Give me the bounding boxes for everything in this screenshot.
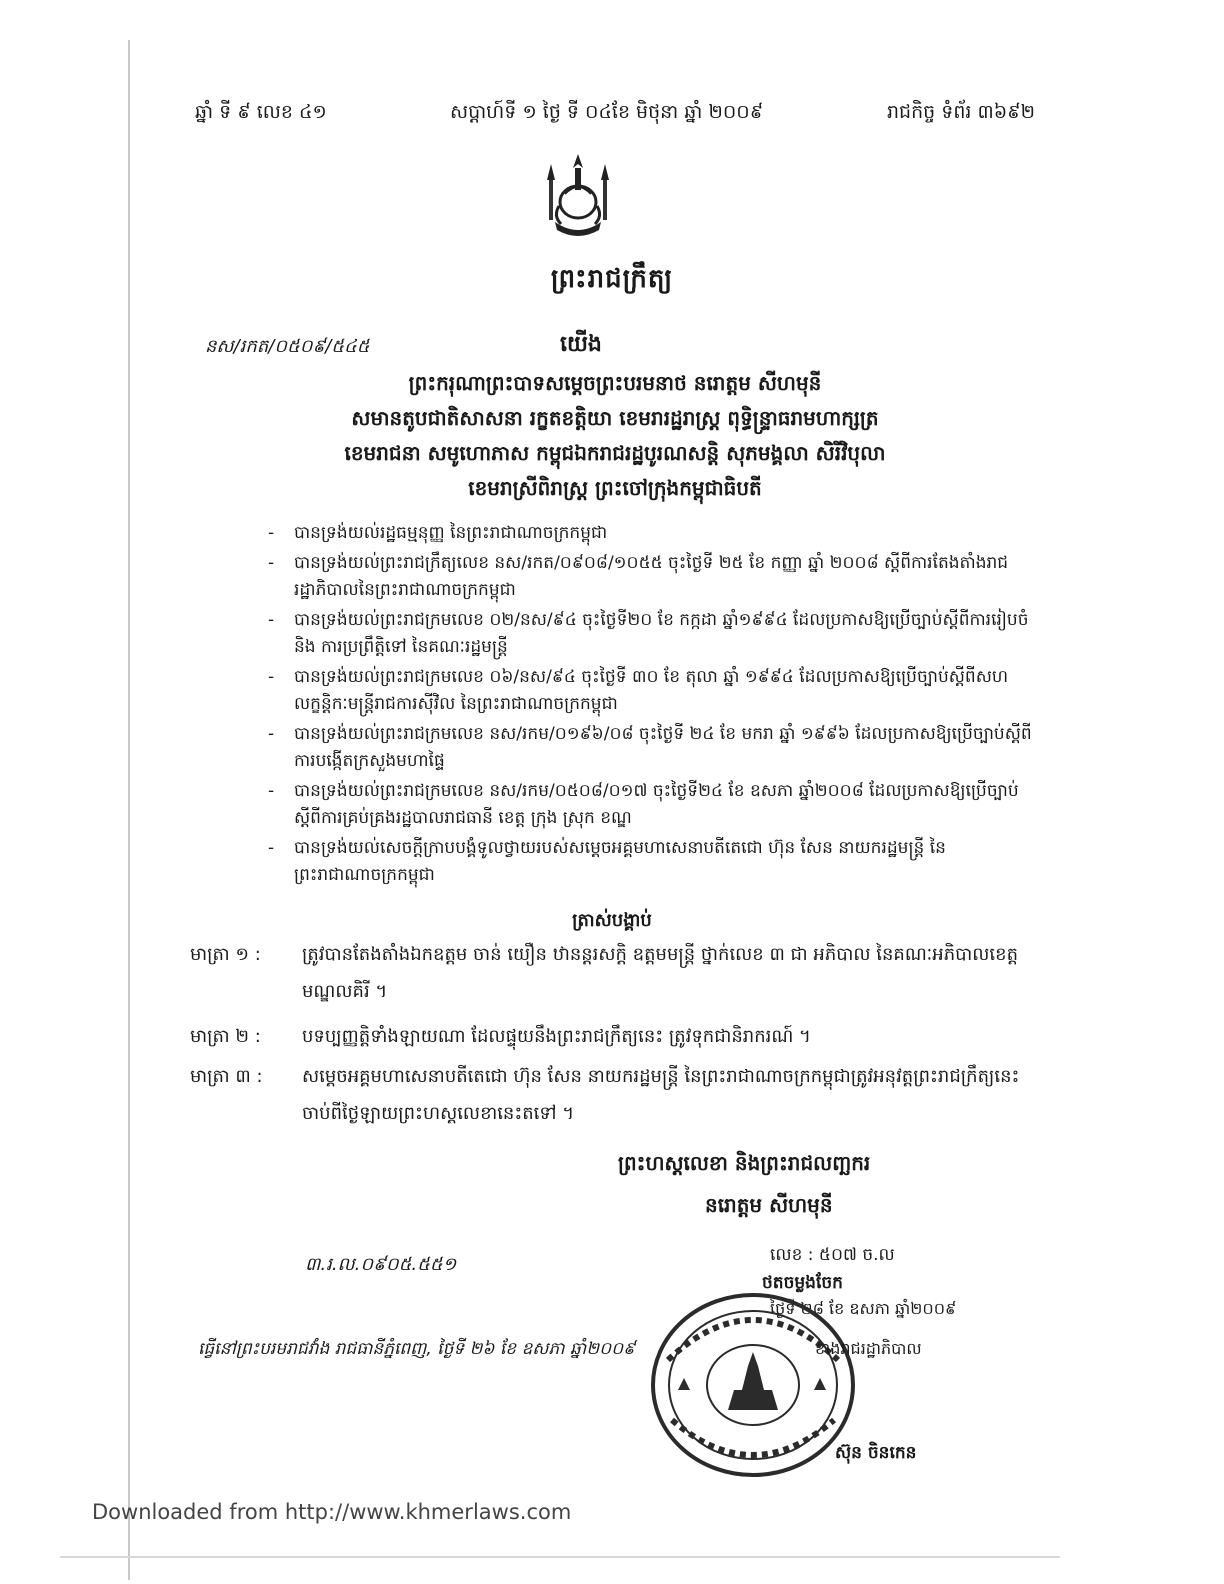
bottom-scan-edge [60, 1556, 1060, 1558]
registration-officer: ស៊ុន ចិនកេន [835, 1443, 917, 1463]
decree-number: នស/រកត/០៥០៩/៥៤៥ [205, 336, 370, 357]
signature-title: ព្រះហស្តលេខា និងព្រះរាជលញ្ឆករ [618, 1151, 871, 1175]
header-week-date: សប្តាហ៍ទី ១ ថ្ងៃ ទី ០៤ខែ មិថុនា ឆ្នាំ ២០០៩ [450, 101, 764, 123]
copy-date: ថ្ងៃទី ២៨ ខែ ឧសភា ឆ្នាំ២០០៩ [770, 1299, 957, 1318]
royal-title-line: ព្រះករុណាព្រះបាទសម្តេចព្រះបរមនាថ នរោត្តម សីហមុនី [408, 371, 822, 395]
consideration-item: - បានទ្រង់យល់ព្រះរាជក្រមលេខ ០៦/នស/៩៤ ចុះថ្ងៃទី ៣០ ខែ តុលា ឆ្នាំ ១៩៩៤ ដែលប្រកាសឱ្យប្រើច្បាប់ស្តីពីសហលក្ខន្តិកៈមន្ត្រីរាជការស៊ីវិល នៃព្រះរាជាណាចក្រកម្ពុជា [276, 664, 1036, 718]
royal-coat-of-arms-icon [533, 150, 623, 240]
copy-organization: ខាងរាជរដ្ឋាភិបាល [815, 1339, 922, 1358]
royal-title-line: ខេមរាជនា សមូហោភាស កម្ពុជឯករាជរដ្ឋបូរណសន្តិ សុភមង្គលា សិរីវិបុលា [344, 441, 886, 465]
consideration-item: - បានទ្រង់យល់រដ្ឋធម្មនុញ្ញ នៃព្រះរាជាណាចក្រកម្ពុជា [276, 520, 1036, 547]
consideration-item: - បានទ្រង់យល់ព្រះរាជក្រមលេខ នស/រកម/០៥០៨/០១៧ ចុះថ្ងៃទី២៤ ខែ ឧសភា ឆ្នាំ២០០៨ ដែលប្រកាសឱ្យប្រើច្បាប់ស្តីពីការគ្រប់គ្រងរដ្ឋបាលរាជធានី ខេត្ត ក្រុង ស្រុក ខណ្ឌ [276, 778, 1036, 832]
registration-number: លេខ : ៥០៧ ច.ល [770, 1245, 895, 1265]
gazette-header [195, 100, 1035, 130]
official-seal-icon [648, 1290, 858, 1480]
royal-titles [195, 366, 1035, 506]
copy-label: ថតចម្លងចែក [762, 1273, 843, 1293]
download-source-footer: Downloaded from http://www.khmerlaws.com [92, 1500, 572, 1524]
royal-title-line: សមានតូបជាតិសាសនា រក្ខតខត្តិយា ខេមរារដ្ឋរាស្ត្រ ពុទ្ធិន្ទ្រាធរាមហាក្សត្រ [351, 406, 879, 430]
place-and-date: ធ្វើនៅព្រះបរមរាជវាំង រាជធានីភ្នំពេញ, ថ្ងៃទី ២៦ ខែ ឧសភា ឆ្នាំ២០០៩ [198, 1339, 636, 1359]
article-label: មាត្រា ១ : [190, 944, 261, 965]
document-type-title: ព្រះរាជក្រឹត្យ [550, 264, 674, 294]
article-1 [190, 936, 1035, 1010]
consideration-item: - បានទ្រង់យល់ព្រះរាជក្រឹត្យលេខ នស/រកត/០៩០៨/១០៥៥ ចុះថ្ងៃទី ២៥ ខែ កញ្ញា ឆ្នាំ ២០០៨ ស្តីពីការតែងតាំងរាជរដ្ឋាភិបាលនៃព្រះរាជាណាចក្រកម្ពុជា [276, 550, 1036, 604]
header-year-number: ឆ្នាំ ទី ៩ លេខ ៤១ [195, 101, 327, 123]
article-3 [190, 1058, 1035, 1132]
consideration-item: - បានទ្រង់យល់ព្រះរាជក្រមលេខ ០២/នស/៩៤ ចុះថ្ងៃទី២០ ខែ កក្កដា ឆ្នាំ១៩៩៤ ដែលប្រកាសឱ្យប្រើច្បាប់ស្តីពីការរៀបចំ និង ការប្រព្រឹត្តិទៅ នៃគណៈរដ្ឋមន្ត្រី [276, 607, 1036, 661]
signatory-name: នរោត្តម សីហមុនី [705, 1193, 833, 1217]
royal-title-line: ខេមរាស្រីពិរាស្ត្រ ព្រះចៅក្រុងកម្ពុជាធិបតី [468, 476, 762, 500]
considerations-list [276, 520, 1036, 892]
decides-heading: ត្រាស់បង្គាប់ [572, 910, 652, 931]
reference-number: ៣.រ.ល.០៩០៥.៥៥១ [305, 1254, 457, 1275]
consideration-item: - បានទ្រង់យល់សេចក្តីក្រាបបង្គំទូលថ្វាយរបស់សម្តេចអគ្គមហាសេនាបតីតេជោ ហ៊ុន សែន នាយករដ្ឋមន្ត្រី នៃព្រះរាជាណាចក្រកម្ពុជា [276, 835, 1036, 889]
article-text: ត្រូវបានតែងតាំងឯកឧត្តម ចាន់ យឿន ឋានន្តរសក្តិ ឧត្តមមន្ត្រី ថ្នាក់លេខ ៣ ជា អភិបាល នៃគណៈអភិបាលខេត្តមណ្ឌលគិរី ។ [302, 944, 1018, 1002]
header-page: រាជកិច្ច ទំព័រ ៣៦៩២ [887, 101, 1035, 123]
article-label: មាត្រា ៣ : [190, 1066, 263, 1087]
article-2 [190, 1018, 1035, 1055]
consideration-item: - បានទ្រង់យល់ព្រះរាជក្រមលេខ នស/រកម/០១៩៦/០៨ ចុះថ្ងៃទី ២៤ ខែ មករា ឆ្នាំ ១៩៩៦ ដែលប្រកាសឱ្យប្រើច្បាប់ស្តីពីការបង្កើតក្រសួងមហាផ្ទៃ [276, 721, 1036, 775]
article-text: សម្តេចអគ្គមហាសេនាបតីតេជោ ហ៊ុន សែន នាយករដ្ឋមន្ត្រី នៃព្រះរាជាណាចក្រកម្ពុជាត្រូវអនុវត្តព្រះរាជក្រឹត្យនេះ ចាប់ពីថ្ងៃឡាយព្រះហស្តលេខានេះតទៅ ។ [302, 1066, 1020, 1124]
article-label: មាត្រា ២ : [190, 1026, 261, 1047]
article-text: បទប្បញ្ញត្តិទាំងឡាយណា ដែលផ្ទុយនឹងព្រះរាជក្រឹត្យនេះ ត្រូវទុកជានិរាករណ៍ ។ [302, 1026, 811, 1047]
we-heading: យើង [560, 332, 602, 357]
